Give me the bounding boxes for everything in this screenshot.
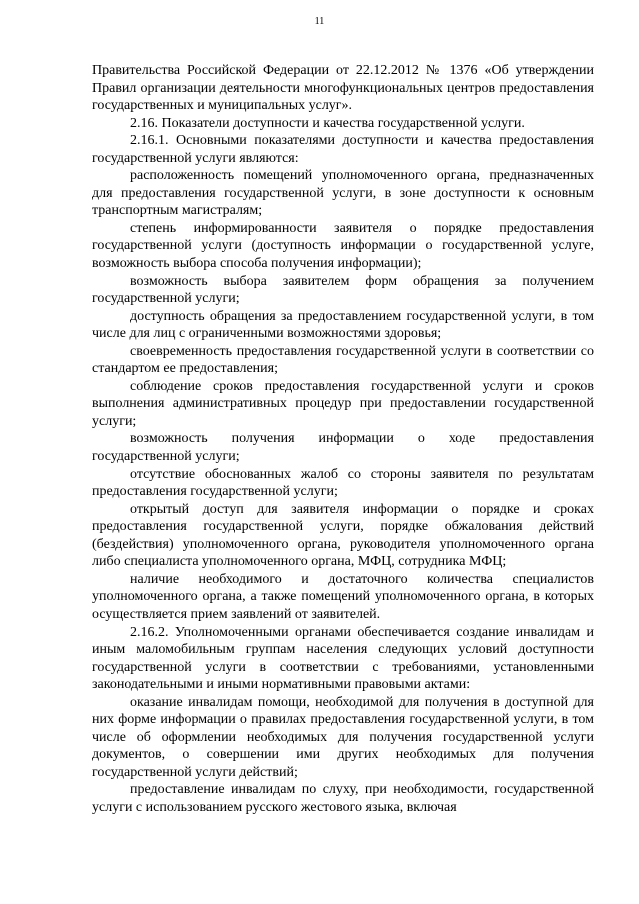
paragraph-continuation: Правительства Российской Федерации от 22.12.2012 № 1376 «Об утверждении Правил организации деятельности многофункциональных центров предоставления государственных и муниципальных услуг».: [92, 63, 594, 114]
paragraph-2-16-1: 2.16.1. Основными показателями доступности и качества предоставления государственной услуги являются:: [92, 133, 594, 166]
list-item: отсутствие обоснованных жалоб со стороны заявителя по результатам предоставления государственной услуги;: [92, 466, 594, 500]
list-item: открытый доступ для заявителя информации о порядке и сроках предоставления государственной услуги, порядке обжалования действий (бездействия) уполномоченного органа, руководителя уполномоченного органа либо специалиста уполномоченного органа, МФЦ, сотрудника МФЦ;: [92, 501, 594, 570]
list-item: своевременность предоставления государственной услуги в соответствии со стандартом ее предоставления;: [92, 343, 594, 377]
list-item: наличие необходимого и достаточного количества специалистов уполномоченного органа, а также помещений уполномоченного органа, в которых осуществляется прием заявлений от заявителей.: [92, 571, 594, 622]
list-item: возможность выбора заявителем форм обращения за получением государственной услуги;: [92, 273, 594, 307]
section-heading-2-16: 2.16. Показатели доступности и качества государственной услуги.: [130, 115, 525, 131]
list-item: предоставление инвалидам по слуху, при необходимости, государственной услуги с использованием русского жестового языка, включая: [92, 782, 594, 815]
paragraph-2-16-2: 2.16.2. Уполномоченными органами обеспечивается создание инвалидам и иным маломобильным группам населения следующих условий доступности государственной услуги в соответствии с требованиями, установленными законодательными и иными нормативными правовыми актами:: [92, 624, 594, 693]
list-item: степень информированности заявителя о порядке предоставления государственной услуги (доступность информации о государственной услуге, возможность выбора способа получения информации);: [92, 220, 594, 272]
page-number: 11: [314, 16, 325, 27]
list-item: доступность обращения за предоставлением государственной услуги, в том числе для лиц с ограниченными возможностями здоровья;: [92, 308, 594, 342]
document-body: [92, 62, 594, 817]
list-item: возможность получения информации о ходе предоставления государственной услуги;: [92, 431, 594, 465]
list-item: оказание инвалидам помощи, необходимой для получения в доступной для них форме информации о правилах предоставления государственной услуги, в том числе об оформлении необходимых для получения государственной услуги документов, о совершении ими других необходимых для получения государственной услуги действий;: [92, 694, 594, 780]
list-item: соблюдение сроков предоставления государственной услуги и сроков выполнения административных процедур при предоставлении государственной услуги;: [92, 378, 594, 429]
list-item: расположенность помещений уполномоченного органа, предназначенных для предоставления государственной услуги, в зоне доступности к основным транспортным магистралям;: [92, 168, 594, 219]
